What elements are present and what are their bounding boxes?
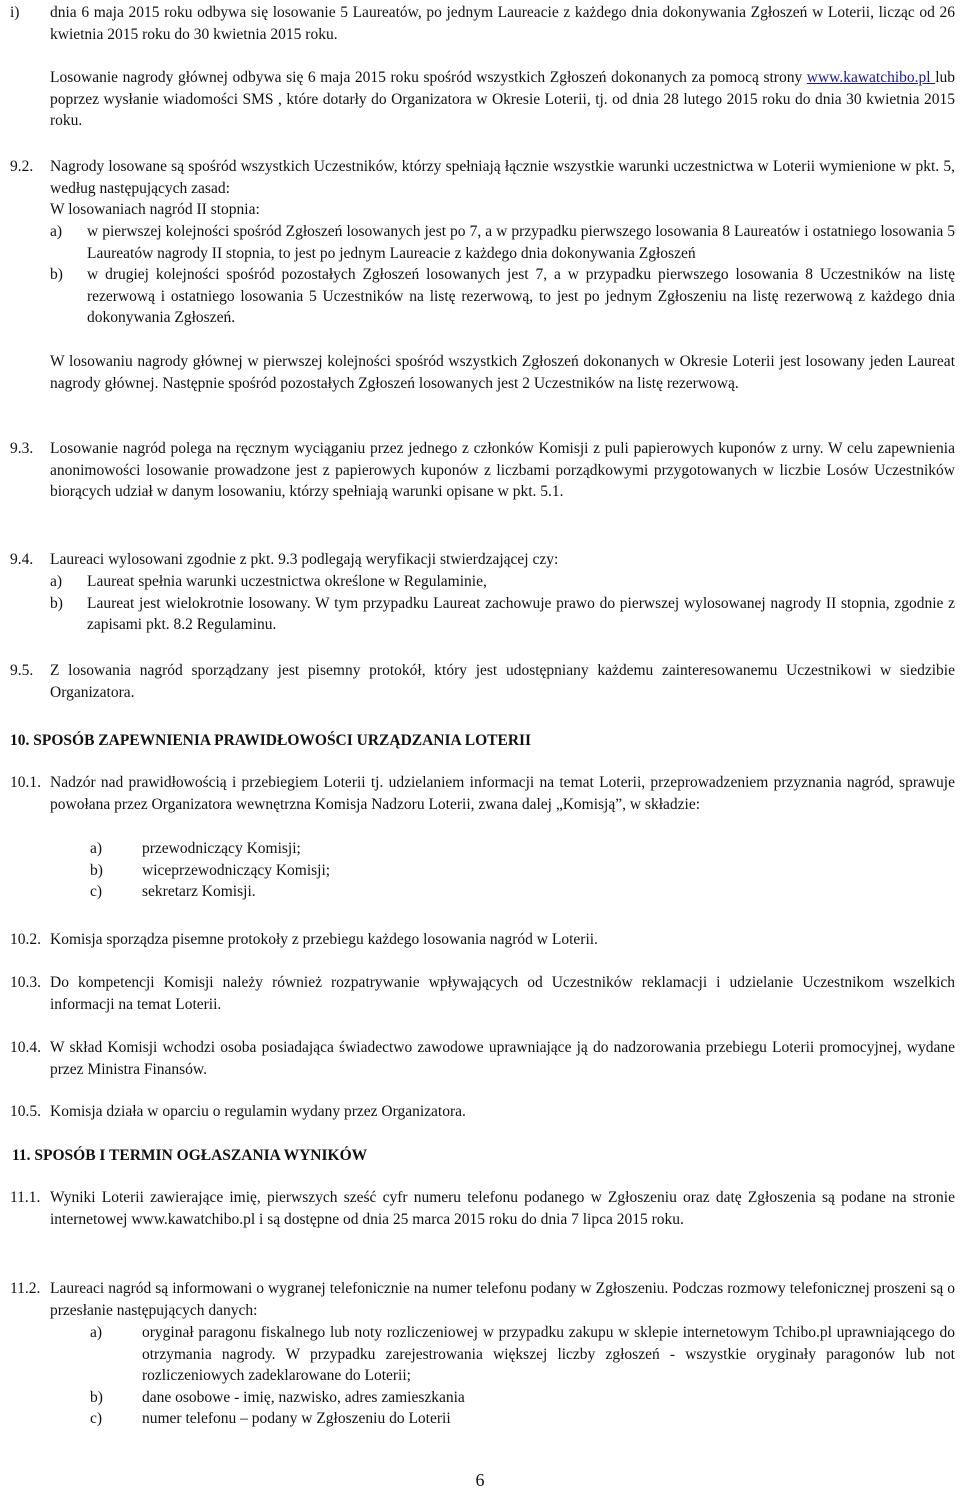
section-text: Laureaci nagród są informowani o wygranej telefonicznie na numer telefonu podany w Zgłoszeniu. Podczas rozmowy telefonicznej proszeni są o przesłanie następujących danych:: [50, 1280, 955, 1319]
list-item-i: [10, 2, 955, 45]
section-9-2: [10, 156, 955, 199]
list-item: [90, 860, 690, 882]
section-text: Z losowania nagród sporządzany jest pisemny protokół, który jest udostępniany każdemu zainteresowanemu Uczestnikowi w siedzibie Organizatora.: [50, 662, 955, 701]
item-text: numer telefonu – podany w Zgłoszeniu do Loterii: [142, 1410, 451, 1427]
list-item: [90, 881, 690, 903]
section-text: Nadzór nad prawidłowością i przebiegiem Loterii tj. udzielaniem informacji na temat Loterii, przeprowadzeniem przyznania nagród, sprawuje powołana przez Organizatora wewnętrzna Komisja Nadzoru Loterii, zwana dalej „Komisją”, w składzie:: [50, 774, 955, 813]
section-9-2-intro: W losowaniach nagród II stopnia:: [50, 201, 260, 218]
item-label: b): [50, 594, 63, 612]
section-10-1-list: [90, 838, 690, 903]
heading-section-11: 11. SPOSÓB I TERMIN OGŁASZANIA WYNIKÓW: [12, 1147, 368, 1164]
section-number: 9.3.: [10, 440, 34, 457]
item-label: a): [90, 1324, 103, 1341]
section-9-2-outro: W losowaniu nagrody głównej w pierwszej kolejności spośród wszystkich Zgłoszeń dokonanych w Okresie Loterii jest losowany jeden Laureat nagrody głównej. Następnie spośród pozostałych Zgłoszeń losowanych jest 2 Uczestników na listę rezerwową.: [50, 353, 955, 392]
section-number: 10.2.: [10, 931, 41, 948]
section-9-3: [10, 438, 955, 503]
item-text: przewodniczący Komisji;: [142, 840, 301, 857]
section-9-5: [10, 660, 955, 703]
section-text: Losowanie nagród polega na ręcznym wyciąganiu przez jednego z członków Komisji z puli papierowych kuponów z urny. W celu zapewnienia anonimowości losowanie prowadzone jest z papierowych kuponów z liczbami porządkowymi przygotowanych w liczbie Losów Uczestników biorących udział w danym losowaniu, którzy spełniają warunki opisane w pkt. 5.1.: [50, 440, 955, 500]
section-number: 10.5.: [10, 1103, 41, 1120]
section-10-2: [10, 929, 955, 951]
list-item: [90, 838, 690, 860]
paragraph-text-before: Losowanie nagrody głównej odbywa się 6 maja 2015 roku spośród wszystkich Zgłoszeń dokonanych za pomocą strony: [50, 69, 807, 86]
section-number: 10.3.: [10, 974, 41, 991]
section-9-4: [10, 549, 955, 571]
item-text: w pierwszej kolejności spośród Zgłoszeń losowanych jest po 7, a w przypadku pierwszego losowania 8 Laureatów i ostatniego losowania 5 Laureatów nagrody II stopnia, to jest po jednym Laureacie z każdego dnia dokonywania Zgłoszeń: [87, 223, 955, 262]
section-text: Do kompetencji Komisji należy również rozpatrywanie wpływających od Uczestników reklamacji i udzielanie Uczestnikom wszelkich informacji na temat Loterii.: [50, 974, 955, 1013]
section-text: Nagrody losowane są spośród wszystkich Uczestników, którzy spełniają łącznie wszystkie warunki uczestnictwa w Loterii wymienione w pkt. 5, według następujących zasad:: [50, 158, 955, 197]
section-10-3: [10, 972, 955, 1015]
section-number: 11.2.: [10, 1280, 41, 1297]
page-number: 6: [475, 1470, 485, 1490]
section-text: Wyniki Loterii zawierające imię, pierwszych sześć cyfr numeru telefonu podanego w Zgłoszeniu oraz datę Zgłoszenia są podane na stronie internetowej www.kawatchibo.pl i są dostępne od dnia 25 marca 2015 roku do dnia 7 lipca 2015 roku.: [50, 1189, 955, 1228]
list-item: [50, 593, 955, 636]
item-text: wiceprzewodniczący Komisji;: [142, 861, 331, 879]
item-text: w drugiej kolejności spośród pozostałych Zgłoszeń losowanych jest 7, a w przypadku pierwszego losowania 8 Uczestników na listę rezerwową i ostatniego losowania 5 Uczestników na listę rezerwową, to jest po jednym Zgłoszeniu na listę rezerwową z każdego dnia dokonywania Zgłoszeń.: [87, 266, 955, 326]
section-text: Laureaci wylosowani zgodnie z pkt. 9.3 podlegają weryfikacji stwierdzającej czy:: [50, 551, 559, 568]
heading-section-10: 10. SPOSÓB ZAPEWNIENIA PRAWIDŁOWOŚCI URZĄDZANIA LOTERII: [10, 732, 532, 749]
section-9-4-list: [50, 571, 955, 636]
item-label: a): [90, 840, 103, 857]
section-10-1: [10, 772, 955, 815]
section-text: Komisja działa w oparciu o regulamin wydany przez Organizatora.: [50, 1103, 466, 1120]
item-text: Laureat spełnia warunki uczestnictwa określone w Regulaminie,: [87, 573, 487, 590]
section-11-1: [10, 1187, 955, 1230]
list-item: [90, 1322, 955, 1387]
item-text: dane osobowe - imię, nazwisko, adres zamieszkania: [142, 1388, 465, 1406]
section-number: 9.2.: [10, 158, 34, 175]
list-item: [90, 1408, 955, 1430]
item-label: i): [10, 4, 20, 21]
section-text: Komisja sporządza pisemne protokoły z przebiegu każdego losowania nagród w Loterii.: [50, 931, 598, 948]
item-label: b): [90, 861, 103, 879]
list-item: [90, 1387, 955, 1409]
item-text: Laureat jest wielokrotnie losowany. W tym przypadku Laureat zachowuje prawo do pierwszej wylosowanej nagrody II stopnia, zgodnie z zapisami pkt. 8.2 Regulaminu.: [87, 594, 955, 633]
paragraph-text-after: lub poprzez wysłanie wiadomości SMS , które dotarły do Organizatora w Okresie Loterii, tj. od dnia 28 lutego 2015 roku do dnia 30 kwietnia 2015 roku.: [50, 69, 955, 129]
item-label: a): [50, 573, 63, 590]
section-9-2-list: [50, 221, 955, 329]
item-label: b): [50, 266, 63, 283]
section-number: 10.4.: [10, 1039, 41, 1056]
item-text: dnia 6 maja 2015 roku odbywa się losowanie 5 Laureatów, po jednym Laureacie z każdego dnia dokonywania Zgłoszeń w Loterii, licząc od 26 kwietnia 2015 roku do 30 kwietnia 2015 roku.: [50, 4, 955, 43]
section-11-2-list: [90, 1322, 955, 1430]
section-number: 9.4.: [10, 551, 34, 568]
list-item: [50, 221, 955, 264]
item-text: sekretarz Komisji.: [142, 883, 256, 900]
item-label: c): [90, 1410, 103, 1427]
section-number: 10.1.: [10, 774, 41, 791]
section-10-4: [10, 1037, 955, 1080]
website-link[interactable]: www.kawatchibo.pl: [806, 69, 936, 86]
section-10-5: [10, 1101, 955, 1123]
main-prize-paragraph: [50, 67, 955, 132]
list-item: [50, 571, 955, 593]
section-text: W skład Komisji wchodzi osoba posiadająca świadectwo zawodowe uprawniające ją do nadzorowania przebiegu Loterii promocyjnej, wydane przez Ministra Finansów.: [50, 1039, 955, 1078]
section-11-2: [10, 1278, 955, 1321]
item-text: oryginał paragonu fiskalnego lub noty rozliczeniowej w przypadku zakupu w sklepie internetowym Tchibo.pl uprawniającego do otrzymania nagrody. W przypadku zarejestrowania większej liczby zgłoszeń - wszystkie oryginały paragonów lub not rozliczeniowych zadeklarowane do Loterii;: [142, 1324, 955, 1384]
list-item: [50, 264, 955, 329]
section-number: 11.1.: [10, 1189, 41, 1206]
item-label: b): [90, 1388, 103, 1406]
item-label: c): [90, 883, 103, 900]
item-label: a): [50, 223, 63, 240]
section-number: 9.5.: [10, 662, 34, 679]
